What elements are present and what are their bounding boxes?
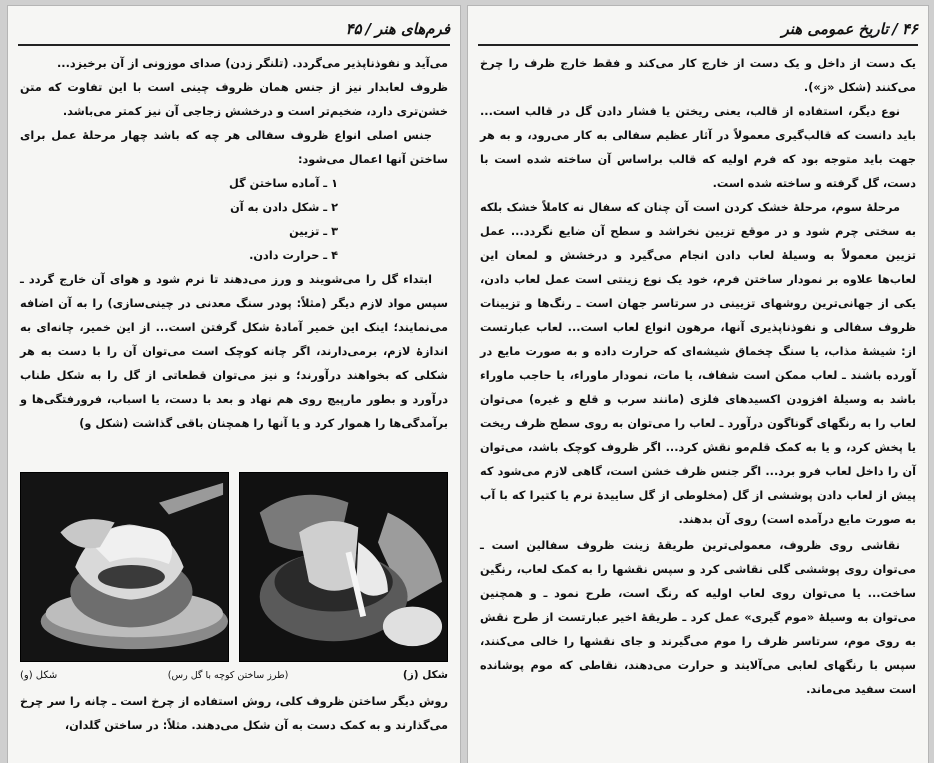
figure-w-photo (20, 472, 229, 662)
caption-figure-w: شکل (و) (20, 669, 58, 681)
caption-figure-z: شکل (ز) (402, 669, 448, 681)
right-paragraph-1: یک دست از داخل و یک دست از خارج کار می‌کند و فقط خارج ظرف را چرخ می‌کنند (شکل «ز»). (480, 57, 916, 94)
right-paragraph-4: نقاشی روی ظروف، معمولی‌ترین طریقهٔ زینت ظروف سفالین است ـ می‌توان روی پوششی گلی نقاشی کرد و سپس نقشها را به کمک لعاب، رنگین ساخت... یا می‌توان روی لعاب اولیه که رنگ است، طرح نمود ـ و همچنین می‌توان به وسیلهٔ «موم گیری» عمل کرد ـ طریقهٔ اخیر عبارتست از طرح نقش به روی موم، سرتاسر ظرف را موم می‌گیرند و جای نقشها را خالی می‌کنند، سپس با رنگهای لعابی می‌آلایند و حرارت می‌دهند، نقاطی که موم پوشانده است سفید می‌ماند. (480, 539, 916, 696)
right-paragraph-3: مرحلهٔ سوم، مرحلهٔ خشک کردن است آن چنان که سفال نه کاملاً خشک بلکه به سختی چرم شود و در موقع تزیین نخراشد و سطح آن ضایع نگردد... عمل تزیین معمولاً به وسیلهٔ لعاب دادن انجام می‌گیرد و درخشش و لمعان این لعاب‌ها علاوه بر نمودار ساختن فرم، خود یک نوع زینتی است عمل لعاب دادن، یکی از جهانی‌ترین روشهای تزیینی در سرتاسر جهان است ـ رنگ‌ها و تزیینات ظروف سفالی و نفوذناپذیری آنها، مرهون انواع لعاب است... لعاب عبارتست از: شیشهٔ مذاب، یا سنگ چخماق شیشه‌ای که حرارت داده و به صورت مایع در آورده باشند ـ لعاب ممکن است شفاف، یا مات، نمودار ماوراء، یا حاجب ماوراء باشد به وسیلهٔ افزودن اکسیدهای فلزی (مانند سرب و قلع و غیره) می‌توان لعاب را به رنگهای گوناگون درآورد ـ لعاب را می‌توان به روی سطح ظرف ریخت یا پخش کرد، و یا به کمک قلم‌مو نقش کرد... اگر ظروف کوچک باشد، می‌توان آن را داخل لعاب فرو برد... اگر جنس ظرف خشن است، گاهی لازم می‌شود که پیش از لعاب دادن پوششی از گل (مخلوطی از گل ساییدهٔ نرم یا کتیرا که با آب به صورت مایع درآمده است) روی آن بدهند. (480, 201, 916, 526)
list-item-4: ۴ ـ حرارت دادن. (249, 249, 338, 262)
left-page (8, 6, 460, 763)
left-page-number: ۴۵ (345, 20, 362, 38)
right-body-text (480, 52, 916, 702)
left-paragraph-2: ظروف لعابدار نیز از جنس همان ظروف چینی است با این تفاوت که متن خشن‌تری دارد، ضخیم‌تر است و درخشش زجاجی آن نیز کمتر می‌باشد. (20, 81, 448, 118)
left-header-title-group (346, 20, 451, 38)
left-bottom-text (20, 690, 448, 738)
figure-z-photo (239, 472, 448, 662)
left-paragraph-1: می‌آید و نفوذناپذیر می‌گردد. (تلنگر زدن) صدای موزونی از آن برخیزد... (57, 57, 448, 70)
right-page (468, 6, 928, 763)
figure-pair (20, 472, 448, 662)
left-paragraph-5: روش دیگر ساختن ظروف کلی، روش استفاده از چرخ است ـ چانه را سر چرخ می‌گذارند و به کمک دست به آن شکل می‌دهند. مثلاً: در ساختن گلدان، (20, 695, 448, 732)
figure-z-illustration (240, 473, 447, 661)
left-top-text (20, 52, 448, 436)
left-header-separator: / (365, 20, 372, 38)
list-item-1: ۱ ـ آماده ساختن گل (229, 177, 338, 190)
right-header-separator: / (892, 20, 898, 38)
right-header-title-group (781, 20, 918, 38)
left-paragraph-4: ابتداء گل را می‌شویند و ورز می‌دهند تا نرم شود و هوای آن خارج گردد ـ سپس مواد لازم دیگر (مثلاً: پودر سنگ معدنی در چینی‌سازی) را به آن اضافه می‌نمایند؛ اینک این خمیر آمادهٔ شکل گرفتن است... از این خمیر، چانه‌ای به اندازهٔ لازم، برمی‌دارند، اگر چانه کوچک است می‌توان آن را با دست به هر شکلی که بخواهند درآورند؛ و نیز می‌توان قطعاتی از گل را به شکل طناب درآورد و بطور مارپیچ روی هم نهاد و بعد با دست، یا اسباب، فرورفتگی‌ها و برآمدگی‌ها را هموار کرد و یا آنها را همچنان باقی گذاشت (شکل و) (20, 273, 448, 430)
right-page-number: ۴۶ (901, 20, 918, 38)
figure-w-illustration (21, 473, 228, 661)
figure-captions (20, 666, 448, 684)
right-header-title: تاریخ عمومی هنر (781, 20, 889, 38)
right-running-head (478, 14, 918, 46)
left-running-head (18, 14, 450, 46)
left-header-title: فرم‌های هنر (375, 20, 450, 38)
left-paragraph-3: جنس اصلی انواع ظروف سفالی هر چه که باشد چهار مرحلهٔ عمل برای ساختن آنها اعمال می‌شود: (20, 129, 448, 166)
right-paragraph-2: نوع دیگر، استفاده از قالب، یعنی ریختن یا فشار دادن گل در قالب است... باید دانست که قالب‌گیری معمولاً در آثار عظیم سفالی به کار می‌رود، و به هر جهت باید متوجه بود که فرم اولیه که قالب براساس آن ساخته شده است با دست، گل گرفته و ساخته شده است. (480, 105, 916, 190)
list-item-3: ۳ ـ تزیین (289, 225, 338, 238)
list-item-2: ۲ ـ شکل دادن به آن (230, 201, 338, 214)
caption-note: (طرز ساختن کوچه با گل رس) (167, 669, 289, 681)
